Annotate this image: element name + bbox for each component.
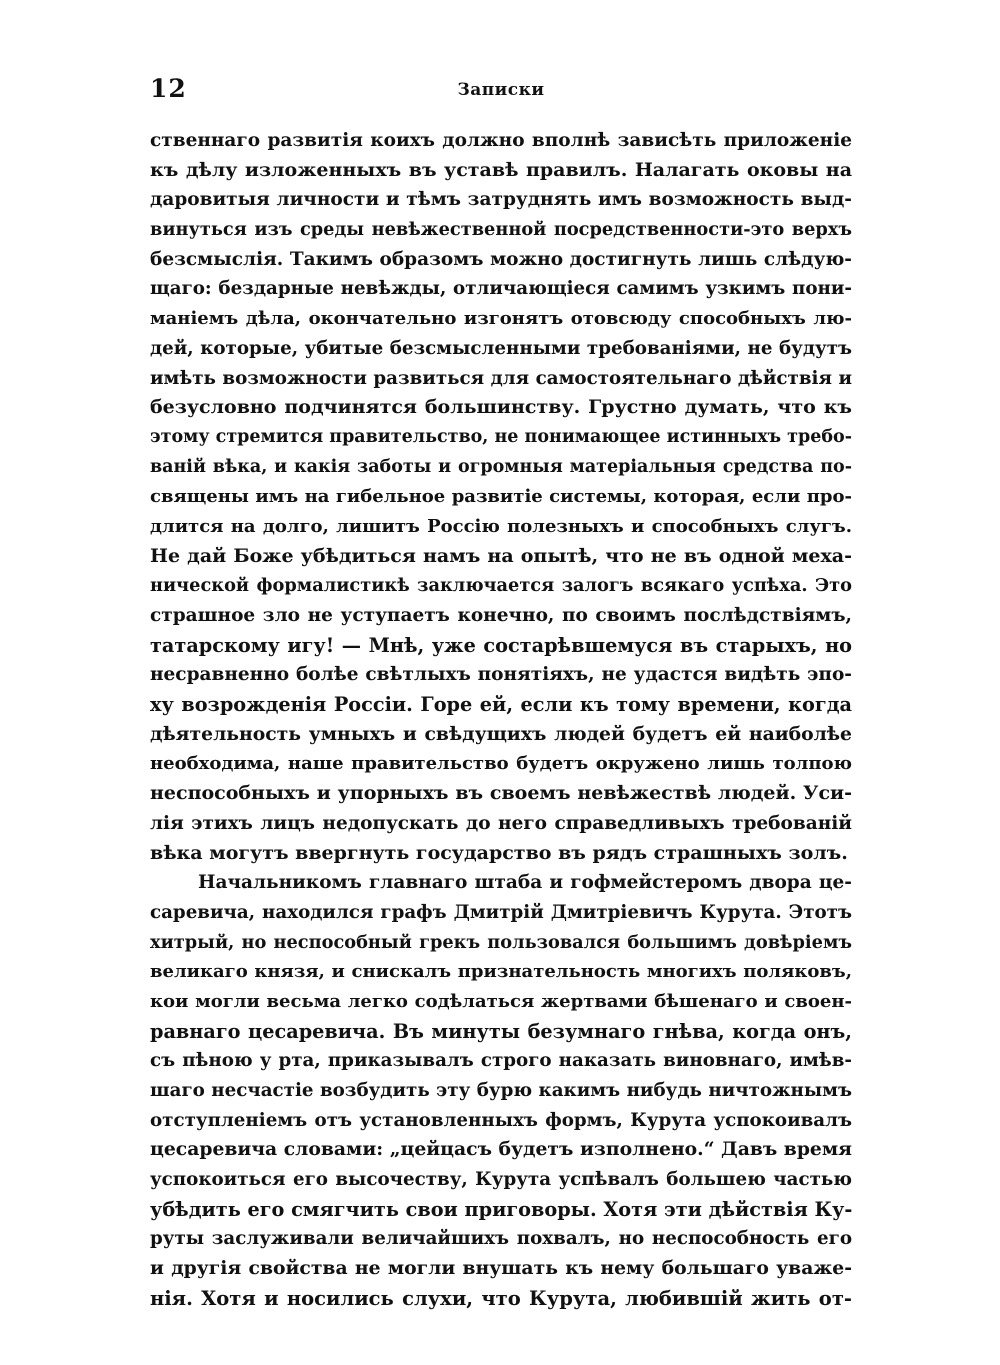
text-line: неспособныхъ и упорныхъ въ своемъ невѣжествѣ людей. Уси- xyxy=(150,782,852,805)
text-line: успокоиться его высочеству, Курута успѣвалъ большею частью xyxy=(150,1169,852,1191)
paragraph-1 xyxy=(150,126,852,868)
text-line: саревича, находился графъ Дмитрій Дмитріевичъ Курута. Этотъ xyxy=(150,901,852,923)
text-line: великаго князя, и снискалъ признательность многихъ поляковъ, xyxy=(150,961,852,983)
text-line: шаго несчастіе возбудить эту бурю какимъ нибудь ничтожнымъ xyxy=(150,1080,852,1101)
text-line: лія этихъ лицъ недопускать до него справедливыхъ требованій xyxy=(150,812,852,834)
running-title: Записки xyxy=(457,80,545,100)
text-line: руты заслуживали величайшихъ похвалъ, но неспособность его xyxy=(150,1228,852,1250)
text-line: ху возрожденія Россіи. Горе ей, если къ тому времени, когда xyxy=(150,693,852,717)
paragraph-2 xyxy=(150,868,852,1313)
text-line: ваній вѣка, и какія заботы и огромныя матеріальныя средства по- xyxy=(150,456,852,477)
text-line: нія. Хотя и носились слухи, что Курута, любившій жить от- xyxy=(150,1286,852,1310)
text-line: съ пѣною у рта, приказывалъ строго наказать виновнаго, имѣв- xyxy=(150,1050,852,1072)
text-line: длится на долго, лишитъ Россію полезныхъ и способныхъ слугъ. xyxy=(150,515,852,537)
text-line: вѣка могутъ ввергнуть государство въ рядъ страшныхъ золъ. xyxy=(150,841,848,864)
body-text xyxy=(150,126,852,1314)
text-line: щаго: бездарные невѣжды, отличающіеся самимъ узкимъ пони- xyxy=(150,278,852,300)
text-line: Не дай Боже убѣдиться намъ на опытѣ, что не въ одной меха- xyxy=(150,544,852,567)
text-line: маніемъ дѣла, окончательно изгонятъ отовсюду способныхъ лю- xyxy=(150,308,852,330)
text-line: ственнаго развитія коихъ должно вполнѣ зависѣть приложеніе xyxy=(150,130,852,151)
text-line: священы имъ на гибельное развитіе системы, которая, если про- xyxy=(150,486,852,508)
text-line: необходима, наше правительство будетъ окружено лишь толпою xyxy=(150,753,852,775)
text-line: нической формалистикѣ заключается залогъ всякаго успѣха. Это xyxy=(150,575,852,597)
text-line: даровитыя личности и тѣмъ затруднять имъ возможность выд- xyxy=(150,189,852,211)
page-number: 12 xyxy=(150,74,187,103)
text-line: безусловно подчинятся большинству. Грустно думать, что къ xyxy=(150,396,852,419)
text-line: цесаревича словами: „цейцасъ будетъ изполнено.“ Давъ время xyxy=(150,1138,852,1161)
text-line: татарскому игу! — Мнѣ, уже состарѣвшемуся въ старыхъ, но xyxy=(150,633,852,657)
text-line: отступленіемъ отъ установленныхъ формъ, Курута успокоивалъ xyxy=(150,1109,852,1131)
text-line: винуться изъ среды невѣжественной посредственности-это верхъ xyxy=(150,219,852,241)
text-line: дей, которые, убитые безсмысленными требованіями, не будутъ xyxy=(150,337,852,359)
text-line: и другія свойства не могли внушать къ нему большаго уваже- xyxy=(150,1257,852,1280)
text-line: имѣть возможности развиться для самостоятельнаго дѣйствія и xyxy=(150,367,852,389)
page-header xyxy=(150,74,852,108)
text-line: Начальникомъ главнаго штаба и гофмейстеромъ двора це- xyxy=(198,872,852,894)
text-line: несравненно болѣе свѣтлыхъ понятіяхъ, не удастся видѣть эпо- xyxy=(150,664,852,686)
text-line: страшное зло не уступаетъ конечно, по своимъ послѣдствіямъ, xyxy=(150,605,852,626)
text-line: безсмыслія. Такимъ образомъ можно достигнуть лишь слѣдую- xyxy=(150,248,852,270)
text-line: этому стремится правительство, не понимающее истинныхъ требо- xyxy=(150,426,852,447)
text-line: убѣдить его смягчить свои приговоры. Хотя эти дѣйствія Ку- xyxy=(150,1197,852,1221)
text-line: дѣятельность умныхъ и свѣдущихъ людей будетъ ей наиболѣе xyxy=(150,722,852,745)
text-line: къ дѣлу изложенныхъ въ уставѣ правилъ. Налагать оковы на xyxy=(150,158,852,181)
text-line: равнаго цесаревича. Въ минуты безумнаго гнѣва, когда онъ, xyxy=(150,1019,852,1043)
text-line: хитрый, но неспособный грекъ пользовался большимъ довѣріемъ xyxy=(150,931,852,953)
text-line: кои могли весьма легко содѣлаться жертвами бѣшенаго и своен- xyxy=(150,990,852,1012)
